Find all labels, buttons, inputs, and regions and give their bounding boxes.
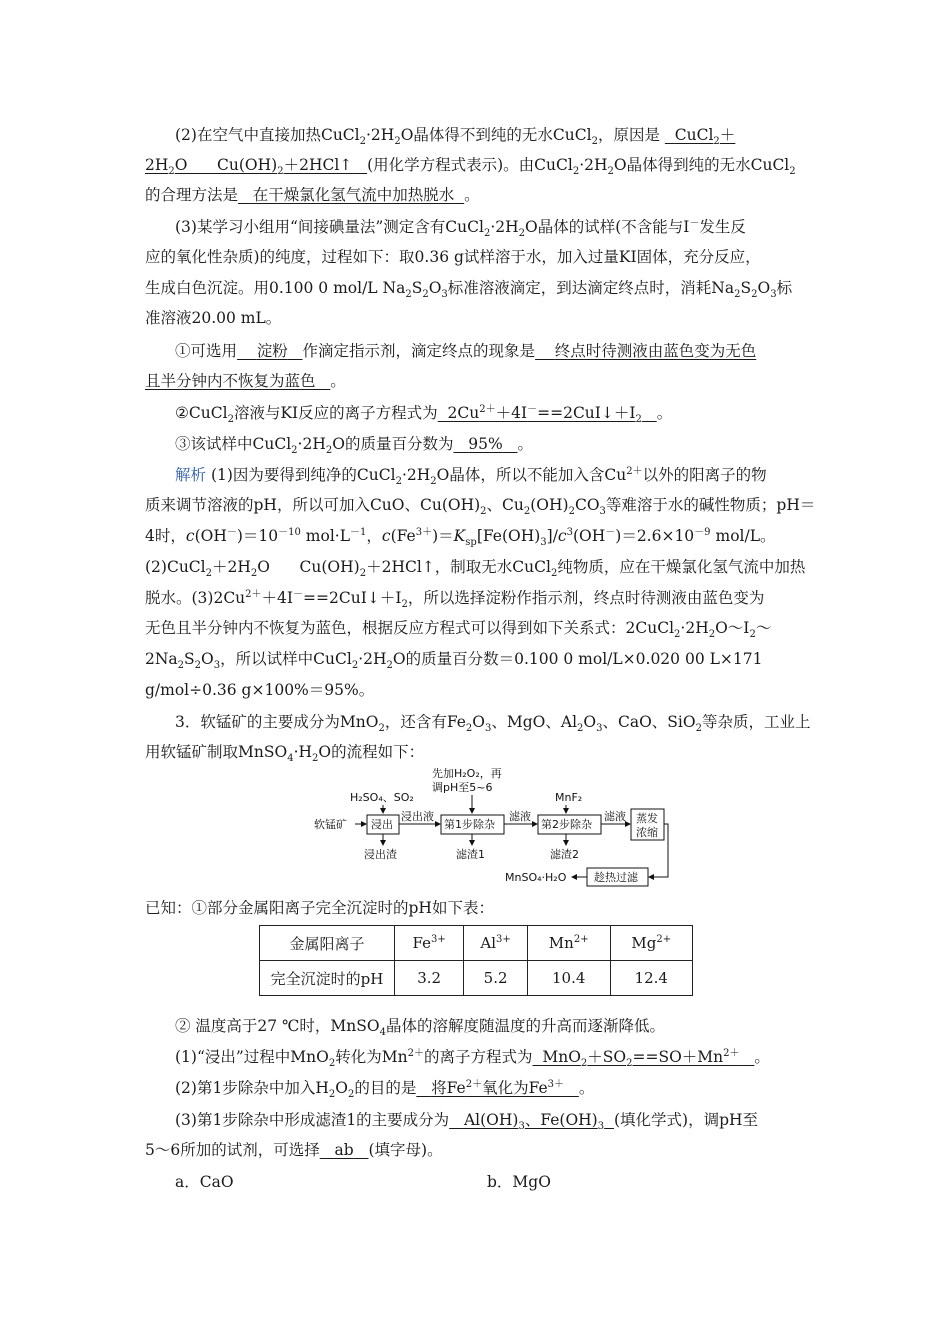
answer: 将Fe (431, 1079, 466, 1097)
text: 准溶液20.00 mL。 (145, 309, 282, 327)
text: (Fe (390, 527, 416, 545)
text: ＋2H (212, 558, 251, 576)
text: 生成白色沉淀。用0.100 0 mol/L Na (145, 279, 406, 297)
sub: 2 (568, 506, 575, 518)
sub: 2 (430, 476, 437, 488)
text: O (335, 1079, 348, 1097)
arrow-filtrate-1-label: 滤液 (509, 810, 531, 823)
text: 等难溶于水的碱性物质；pH＝ (605, 496, 816, 514)
text: 的离子方程式为 (423, 1048, 533, 1066)
text: 4时， (145, 527, 186, 545)
text: (1)因为要得到纯净的CuCl (210, 466, 396, 484)
sup: － (527, 403, 538, 415)
sub: 2 (550, 568, 558, 580)
answer: 在干燥氯化氢气流中加热脱水 (252, 186, 455, 204)
arrow-filtrate-2-label: 滤液 (604, 810, 626, 823)
text: Mg (631, 934, 657, 952)
table-cell: 10.4 (527, 961, 610, 996)
sub: 2 (465, 723, 473, 735)
text: )＝10 (236, 527, 279, 545)
text: O (257, 558, 270, 576)
sub: 2 (577, 723, 584, 735)
sub: 2 (312, 753, 319, 765)
residue-3: 滤渣2 (550, 848, 579, 861)
sub: 2 (401, 599, 408, 611)
sub: 2 (483, 228, 491, 240)
text: 用软锰矿制取MnSO (145, 743, 288, 761)
text: ==2CuI↓＋I (303, 589, 402, 607)
text: 已知：①部分金属阳离子完全沉淀时的pH如下表： (145, 899, 494, 917)
answer: ＋4I (495, 404, 528, 422)
text: ② 温度高于27 ℃时，MnSO (175, 1017, 380, 1035)
sup: 3 (566, 526, 573, 538)
text: 等杂质，工业上 (701, 713, 811, 731)
text: O (201, 650, 214, 668)
sub: 2 (205, 568, 212, 580)
answer: 95% (468, 435, 503, 453)
text: S (740, 279, 752, 297)
sup: 3+ (496, 934, 511, 945)
box-hot-filter-label: 趁热过滤 (594, 871, 638, 884)
sup: 2＋ (465, 1078, 483, 1090)
sub: 3 (770, 289, 777, 301)
table-cell: 完全沉淀时的pH (260, 961, 395, 996)
sub: 2 (378, 723, 385, 735)
table-row (260, 961, 693, 996)
q2-item-1-line-2 (145, 370, 810, 392)
q3-line-2 (145, 741, 810, 763)
text: (填化学式)，调pH至 (613, 1111, 759, 1129)
sup: － (293, 588, 304, 600)
residue-1: 浸出渣 (364, 848, 397, 861)
reagent-h2o2-line1: 先加H₂O₂，再 (432, 767, 502, 780)
answer-blank-9 (449, 1111, 614, 1133)
text: (填字母)。 (368, 1141, 443, 1159)
sub: 2 (713, 136, 720, 148)
sub: 2 (626, 1058, 633, 1070)
sup: 3+ (431, 934, 446, 945)
text: ·2H (297, 435, 326, 453)
text: 、CaO、SiO (602, 713, 696, 731)
ore-label: 软锰矿 (314, 818, 347, 831)
sub: 2 (359, 568, 367, 580)
sub: 2 (580, 1058, 588, 1070)
text: c (557, 527, 567, 545)
text: (OH (194, 527, 227, 545)
sub: 2 (168, 166, 175, 178)
sup: 3＋ (547, 1078, 565, 1090)
answer: Cu(OH) (217, 156, 278, 174)
text: 晶体的溶解度随温度的升高而逐渐降低。 (385, 1017, 665, 1035)
sub: 2 (395, 476, 402, 488)
text: ①可选用 (175, 342, 238, 360)
option-b: b．MgO (487, 1173, 551, 1191)
sub: 2 (523, 506, 531, 518)
text: mol/L。 (715, 527, 776, 545)
text: 。 (517, 435, 533, 453)
reagent-h2so4-so2: H₂SO₄、SO₂ (350, 791, 414, 804)
sub: 2 (422, 289, 429, 301)
answer-blank-8 (416, 1079, 579, 1097)
sub: 3 (485, 723, 492, 735)
q3-sub-3-line-2 (145, 1139, 810, 1161)
table-cell: 3.2 (395, 961, 464, 996)
text: c (185, 527, 195, 545)
box-step2-label: 第2步除杂 (541, 818, 592, 831)
answer: CuCl (674, 126, 714, 144)
text: O～I (715, 619, 750, 637)
text: 转化为Mn (335, 1048, 408, 1066)
sub: 2 (194, 660, 202, 672)
sup: － (689, 217, 700, 229)
answer-blank-4a (535, 342, 756, 360)
table-header-cell (395, 926, 464, 961)
sub: 2 (328, 1089, 336, 1101)
answer: 氧化为Fe (482, 1079, 548, 1097)
product-label: MnSO₄·H₂O (505, 871, 567, 884)
sub: 2 (250, 568, 258, 580)
answer: 淀粉 (256, 342, 288, 360)
sub: 2 (518, 228, 526, 240)
text: S (411, 279, 423, 297)
analysis-line-7 (145, 648, 810, 670)
text: ＋4I (261, 589, 294, 607)
table-cell: 5.2 (464, 961, 528, 996)
analysis-line-2 (145, 494, 816, 518)
option-a: a．CaO (175, 1173, 234, 1191)
text: ＋2HCl↑，制取无水CuCl (366, 558, 551, 576)
table-header-row (260, 926, 693, 961)
q2-item-1-line-1 (175, 340, 810, 362)
answer: MnO (542, 1048, 581, 1066)
sub: 4 (379, 1027, 386, 1039)
sup: － (605, 526, 616, 538)
table-header-cell (527, 926, 610, 961)
sup: 2＋ (626, 465, 643, 477)
ph-table (259, 925, 693, 996)
sub: 2 (789, 166, 796, 178)
q2-item-3 (175, 433, 810, 455)
sub: 3 (596, 723, 603, 735)
text: O晶体得到纯的无水CuCl (613, 156, 790, 174)
sup: 2＋ (723, 1047, 740, 1059)
sup: 2＋ (479, 403, 496, 415)
box-leaching-label: 浸出 (371, 818, 393, 831)
text: K (453, 527, 466, 545)
answer: ab (334, 1141, 354, 1159)
text: ， (366, 527, 382, 545)
text: ，还含有Fe (384, 713, 466, 731)
answer-blank-6 (453, 435, 517, 453)
answer: 2Cu (447, 404, 480, 422)
answer-blank-3 (237, 342, 303, 360)
text: (用化学方程式表示)。由CuCl (367, 156, 573, 174)
text: 的目的是 (354, 1079, 417, 1097)
q2-line-2 (145, 154, 810, 176)
sup: －1 (350, 526, 367, 538)
text: c (381, 527, 391, 545)
answer: 终点时待测液由蓝色变为无色 (554, 342, 757, 360)
text: 。 (464, 186, 480, 204)
sub: 2 (695, 723, 702, 735)
sub: 2 (359, 136, 366, 148)
sub: 2 (325, 445, 333, 457)
analysis-line-5 (145, 587, 810, 609)
sub: 2 (227, 414, 234, 426)
known-line-1 (145, 897, 810, 919)
text: ，所以试样中CuCl (220, 650, 352, 668)
text: 。 (330, 372, 346, 390)
table-header-cell (260, 926, 395, 961)
answer-blank-1a (665, 126, 736, 148)
answer: 、Fe(OH) (524, 1111, 598, 1129)
answer-blank-5 (438, 403, 657, 426)
answer: Al(OH) (463, 1111, 519, 1129)
text: 标准溶液滴定，到达滴定终点时，消耗Na (447, 279, 735, 297)
text: 、MgO、Al (491, 713, 578, 731)
text: mol·L (305, 527, 351, 545)
q2-line-3 (145, 184, 810, 206)
text: ·2H (680, 619, 709, 637)
sub: 2 (405, 289, 412, 301)
text: O的质量百分数为 (332, 435, 454, 453)
sub: 2 (386, 660, 393, 672)
text: )＝ (432, 527, 454, 545)
text: 质来调节溶液的pH，所以可加入CuO、Cu(OH) (145, 496, 481, 514)
text: O晶体，所以不能加入含Cu (436, 466, 627, 484)
answer-blank-1b (145, 156, 367, 178)
text: (2)在空气中直接加热CuCl (175, 126, 360, 144)
answer: ==SO＋Mn (632, 1048, 724, 1066)
sub: 2 (177, 660, 185, 672)
answer-blank-4b (145, 372, 330, 390)
text: 脱水。(3)2Cu (145, 589, 246, 607)
sub: 2 (328, 1058, 336, 1070)
analysis-line-6 (145, 617, 810, 639)
sup: －9 (694, 526, 711, 538)
sub: 2 (480, 506, 487, 518)
text: 作滴定指示剂，滴定终点的现象是 (302, 342, 536, 360)
text: 2Na (145, 650, 178, 668)
answer: O (174, 156, 188, 174)
sub: 2 (591, 136, 598, 148)
text: Mn (548, 934, 574, 952)
sub: 3 (597, 1121, 605, 1133)
text: (3)某学习小组用“间接碘量法”测定含有CuCl (175, 218, 484, 236)
q3-sub-1 (175, 1046, 810, 1068)
box-evaporate-line2: 浓缩 (636, 826, 658, 839)
text: ·2H (490, 218, 519, 236)
analysis-label: 解析 (175, 466, 207, 484)
q2-p3-line-1 (175, 216, 810, 238)
analysis-line-4 (145, 556, 810, 578)
text: Al (480, 934, 497, 952)
text: ·2H (401, 466, 431, 484)
sub: 2 (291, 445, 298, 457)
text: ·2H (366, 126, 395, 144)
text: (2)CuCl (145, 558, 206, 576)
sub: 3 (518, 1121, 525, 1133)
reagent-mnf2: MnF₂ (555, 791, 583, 804)
text: ·H (293, 743, 313, 761)
text: (OH (572, 527, 606, 545)
text: O晶体的试样(不含能与I (525, 218, 690, 236)
sub: 2 (751, 289, 758, 301)
answer: ==2CuI↓＋I (537, 404, 636, 422)
text: 纯物质，应在干燥氯化氢气流中加热 (557, 558, 806, 576)
analysis-line-8 (145, 679, 810, 701)
text: O的质量百分数＝0.100 0 mol/L×0.020 00 L×171 (392, 650, 763, 668)
text: [Fe(OH) (476, 527, 541, 545)
sub: 2 (277, 166, 284, 178)
text: Fe (412, 934, 432, 952)
process-flowchart (300, 765, 672, 891)
text: ～ (755, 619, 772, 637)
text: O的流程如下： (318, 743, 425, 761)
analysis-line-3 (145, 525, 810, 547)
text: 3．软锰矿的主要成分为MnO (175, 713, 379, 731)
text: )＝2.6×10 (615, 527, 695, 545)
text: 应的氧化性杂质)的纯度，过程如下：取0.36 g试样溶于水，加入过量KI固体，充分反应， (145, 248, 761, 266)
q3-option-b (487, 1171, 687, 1193)
sup: － (226, 526, 237, 538)
sub: 2 (749, 629, 756, 641)
answer: ＋2HCl↑ (283, 156, 353, 174)
answer: 2H (145, 156, 169, 174)
text: ③该试样中CuCl (175, 435, 292, 453)
sub: 2 (347, 1089, 355, 1101)
table-cell: 12.4 (610, 961, 693, 996)
text: (1)“浸出”过程中MnO (175, 1048, 329, 1066)
sub: 2 (572, 166, 580, 178)
answer-blank-10 (320, 1141, 369, 1159)
text: Cu(OH) (299, 558, 360, 576)
answer: ＋ (719, 126, 736, 144)
text: ·2H (579, 156, 608, 174)
text: (OH) (530, 496, 569, 514)
sub: 4 (287, 753, 294, 765)
sup: 3＋ (415, 526, 433, 538)
text: O (472, 713, 485, 731)
reagent-h2o2-line2: 调pH至5~6 (432, 781, 493, 794)
sup: 2+ (656, 934, 672, 945)
box-step1-label: 第1步除杂 (444, 818, 495, 831)
arrow-leachate-label: 浸出液 (401, 810, 434, 823)
analysis-line-1 (175, 464, 810, 486)
residue-2: 滤渣1 (456, 848, 485, 861)
text: O晶体得不到纯的无水CuCl (400, 126, 592, 144)
sub: 3 (441, 289, 448, 301)
sub: 3 (599, 506, 606, 518)
q2-p3-line-3 (145, 277, 810, 299)
q3-sub-2 (175, 1077, 810, 1099)
q3-sub-3-line-1 (175, 1109, 810, 1131)
answer: 且半分钟内不恢复为蓝色 (145, 372, 316, 390)
sub: 2 (708, 629, 716, 641)
sub: 2 (607, 166, 614, 178)
text: 标 (776, 279, 793, 297)
q2-p3-line-2 (145, 246, 810, 268)
sub: 2 (734, 289, 741, 301)
sub: sp (465, 537, 477, 549)
text: O (757, 279, 771, 297)
answer-blank-2 (238, 186, 464, 204)
text: 。 (754, 1048, 770, 1066)
sup: 2+ (573, 934, 589, 945)
text: O (428, 279, 442, 297)
text: (2)第1步除杂中加入H (175, 1079, 329, 1097)
sub: 3 (213, 660, 221, 672)
text: ②CuCl (175, 404, 228, 422)
text: 。 (578, 1079, 595, 1097)
sub: 2 (394, 136, 401, 148)
text: 无色且半分钟内不恢复为蓝色，根据反应方程式可以得到如下关系式：2CuCl (145, 619, 675, 637)
text: CO (574, 496, 600, 514)
q2-line-1 (175, 124, 810, 146)
text: S (184, 650, 195, 668)
sup: 2＋ (407, 1047, 424, 1059)
sub: 2 (674, 629, 681, 641)
answer-blank-7 (533, 1047, 755, 1070)
text: g/mol÷0.36 g×100%＝95%。 (145, 681, 375, 699)
table-header-cell (464, 926, 528, 961)
text: 、Cu (486, 496, 524, 514)
sub: 3 (540, 537, 547, 549)
sub: 2 (635, 414, 642, 426)
sup: 2＋ (245, 588, 262, 600)
q3-line-1 (175, 711, 810, 733)
text: 以外的阳离子的物 (642, 466, 767, 484)
q2-item-2 (175, 402, 810, 424)
sup: －10 (278, 526, 301, 538)
q2-p3-line-4 (145, 307, 810, 329)
sub: 2 (351, 660, 359, 672)
table-header-cell (610, 926, 693, 961)
text: 溶液与KI反应的离子方程式为 (233, 404, 438, 422)
answer: ＋SO (587, 1048, 627, 1066)
text: ，所以选择淀粉作指示剂，终点时待测液由蓝色变为 (407, 589, 765, 607)
text: 发生反 (699, 218, 746, 236)
text: ]/ (546, 527, 558, 545)
known-line-2 (175, 1015, 810, 1037)
text: 金属阳离子 (289, 934, 365, 953)
text: O (583, 713, 597, 731)
text: 。 (656, 404, 673, 422)
text: ·2H (358, 650, 387, 668)
text: 的合理方法是 (145, 186, 239, 204)
text: ，原因是 (597, 126, 660, 144)
text: (3)第1步除杂中形成滤渣1的主要成分为 (175, 1111, 450, 1129)
box-evaporate-line1: 蒸发 (636, 812, 658, 825)
text: 5～6所加的试剂，可选择 (145, 1141, 320, 1159)
